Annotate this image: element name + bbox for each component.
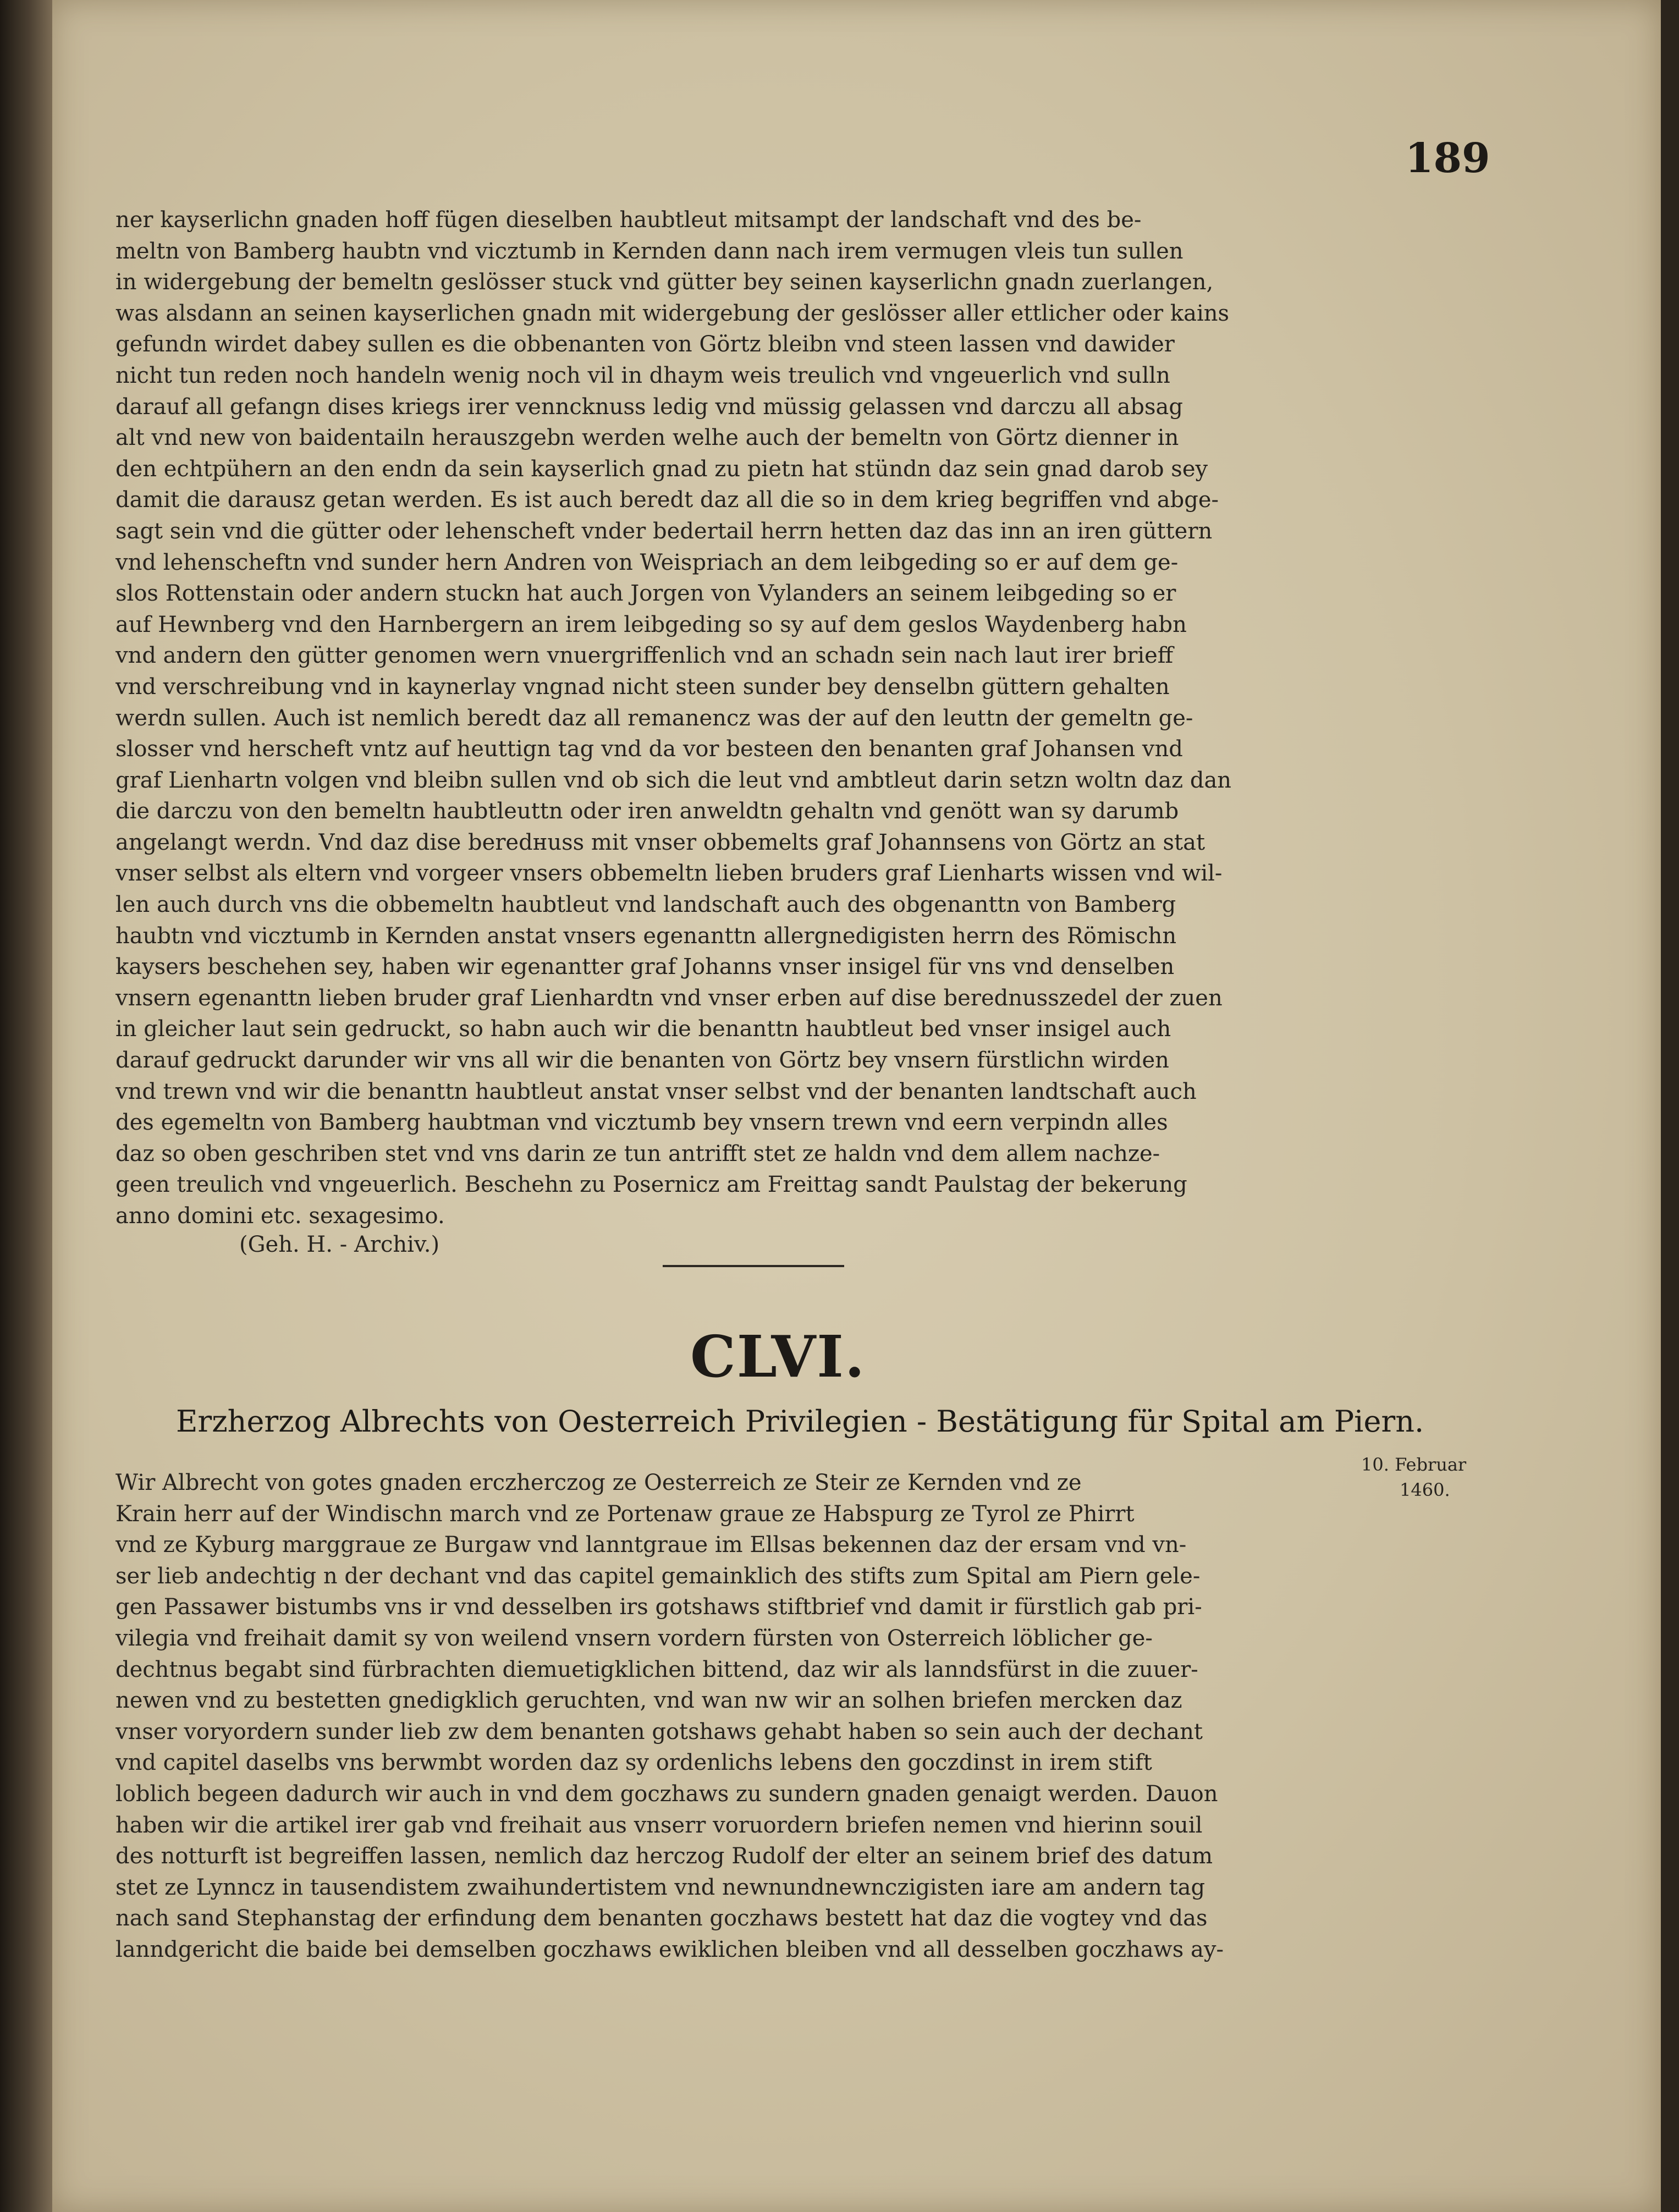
text-line: auf Hewnberg vnd den Harnbergern an irem leibgeding so sy auf dem geslos Waydenberg habn xyxy=(115,612,1187,637)
text-line: nicht tun reden noch handeln wenig noch vil in dhaym weis treulich vnd vngeuerlich vnd sulln xyxy=(115,362,1170,388)
text-line: vnd andern den gütter genomen wern vnuergriffenlich vnd an schadn sein nach laut irer brieff xyxy=(115,643,1174,669)
text-line: graf Lienhartn volgen vnd bleibn sullen vnd ob sich die leut vnd ambtleut darin setzn woltn daz dan xyxy=(115,767,1232,793)
body-line: vnser vorуordern sunder lieb zw dem benanten gotshaws gehabt haben so sein auch der dechant xyxy=(115,1719,1203,1745)
text-line: vnsern egenanttn lieben bruder graf Lienhardtn vnd vnser erben auf dise berednusszedel der zuen xyxy=(115,985,1223,1011)
text-line: die darczu von den bemeltn haubtleuttn oder iren anweldtn gehaltn vnd genött wan sy darumb xyxy=(115,799,1179,824)
text-line: darauf all gefangn dises kriegs irer venncknuss ledig vnd müssig gelassen vnd darczu all absag xyxy=(115,394,1183,420)
continued-document-text xyxy=(115,205,1361,1232)
archive-source-note: (Geh. H. - Archiv.) xyxy=(239,1232,440,1257)
text-line: alt vnd new von baidentailn herauszgebn werden welhe auch der bemeltn von Görtz dienner in xyxy=(115,425,1179,451)
body-line: newen vnd zu bestetten gnedigklich geruchten, vnd wan nw wir an solhen briefen mercken daz xyxy=(115,1688,1182,1714)
body-line: des notturft ist begreiffen lassen, nemlich daz herczog Rudolf der elter an seinem brief des datum xyxy=(115,1844,1213,1869)
document-body-text xyxy=(115,1467,1361,1966)
document-number: CLVI. xyxy=(690,1323,866,1390)
section-divider xyxy=(663,1265,844,1267)
book-page xyxy=(52,0,1661,2212)
text-line: des egemeltn von Bamberg haubtman vnd vicztumb bey vnsern trewn vnd eern verpindn alles xyxy=(115,1110,1168,1136)
text-line: vnd trewn vnd wir die benanttn haubtleut anstat vnser selbst vnd der benanten landtschaft auch xyxy=(115,1079,1197,1104)
text-line: werdn sullen. Auch ist nemlich beredt daz all remanencz was der auf den leuttn der gemeltn ge- xyxy=(115,705,1193,731)
text-line: haubtn vnd vicztumb in Kernden anstat vnsers egenanttn allergnedigisten herrn des Römischn xyxy=(115,923,1177,949)
text-line: slos Rottenstain oder andern stuckn hat auch Jorgen von Vylanders an seinem leibgeding so er xyxy=(115,581,1176,607)
text-line: damit die darausz getan werden. Es ist auch beredt daz all die so in dem krieg begriffen vnd abge- xyxy=(115,487,1219,513)
body-line: ser lieb andechtig n der dechant vnd das capitel gemainklich des stifts zum Spital am Piern gele- xyxy=(115,1563,1201,1589)
text-line: vnd verschreibung vnd in kaynerlay vngnad nicht steen sunder bey denselbn güttern gehalten xyxy=(115,674,1170,700)
text-line: angelangt werdn. Vnd daz dise beredнuss mit vnser obbemelts graf Johannsens von Görtz an stat xyxy=(115,829,1205,855)
book-gutter xyxy=(0,0,52,2212)
text-line: was alsdann an seinen kayserlichen gnadn mit widergebung der geslösser aller ettlicher oder kains xyxy=(115,300,1230,326)
body-line: Wir Albrecht von gotes gnaden erczherczog ze Oesterreich ze Steir ze Kernden vnd ze xyxy=(115,1470,1082,1495)
body-line: Krain herr auf der Windischn march vnd ze Portenaw graue ze Habspurg ze Tyrol ze Phirrt xyxy=(115,1501,1135,1527)
margin-date xyxy=(1361,1452,1493,1503)
margin-date-year: 1460. xyxy=(1400,1479,1450,1500)
text-line: daz so oben geschriben stet vnd vns darin ze tun antrifft stet ze haldn vnd dem allem nachze- xyxy=(115,1141,1160,1166)
document-title: Erzherzog Albrechts von Oesterreich Privilegien - Bestätigung für Spital am Piern. xyxy=(176,1404,1424,1439)
text-line: vnser selbst als eltern vnd vorgeer vnsers obbemeltn lieben bruders graf Lienharts wissen vnd wil- xyxy=(115,861,1223,887)
body-line: loblich begeen dadurch wir auch in vnd dem goczhaws zu sundern gnaden genaigt werden. Dauon xyxy=(115,1781,1218,1807)
body-line: stet ze Lynncz in tausendistem zwaihundertistem vnd newnundnewnczigisten iare am andern tag xyxy=(115,1874,1205,1900)
body-line: vnd capitel daselbs vns berwmbt worden daz sy ordenlichs lebens den goczdinst in irem stift xyxy=(115,1750,1152,1776)
body-line: dechtnus begabt sind fürbrachten diemuetigklichen bittend, daz wir als lanndsfürst in die zuuer- xyxy=(115,1657,1198,1682)
text-line: den echtpühern an den endn da sein kayserlich gnad zu pietn hat stündn daz sein gnad darob sey xyxy=(115,456,1208,482)
text-line: len auch durch vns die obbemeltn haubtleut vnd landschaft auch des obgenanttn von Bamberg xyxy=(115,892,1176,918)
text-line: in widergebung der bemeltn geslösser stuck vnd gütter bey seinen kayserlichn gnadn zuerlangen, xyxy=(115,269,1214,295)
body-line: vilegia vnd freihait damit sy von weilend vnsern vordern fürsten von Osterreich löblicher ge- xyxy=(115,1625,1153,1651)
body-line: haben wir die artikel irer gab vnd freihait aus vnserr voruordern briefen nemen vnd hierinn souil xyxy=(115,1812,1203,1838)
body-line: gen Passawer bistumbs vns ir vnd desselben irs gotshaws stiftbrief vnd damit ir fürstlich gab pri- xyxy=(115,1594,1202,1620)
text-line: slosser vnd herscheft vntz auf heuttign tag vnd da vor besteen den benanten graf Johansen vnd xyxy=(115,736,1183,762)
body-line: vnd ze Kyburg marggraue ze Burgaw vnd lanntgraue im Ellsas bekennen daz der ersam vnd vn- xyxy=(115,1532,1187,1558)
text-line: kaysers beschehen sey, haben wir egenantter graf Johanns vnser insigel für vns vnd denselben xyxy=(115,954,1175,980)
body-line: nach sand Stephanstag der erfindung dem benanten goczhaws bestett hat daz die vogtey vnd das xyxy=(115,1906,1208,1932)
text-line: meltn von Bamberg haubtn vnd vicztumb in Kernden dann nach irem vermugen vleis tun sullen xyxy=(115,238,1183,264)
text-line: anno domini etc. sexagesimo. xyxy=(115,1203,445,1229)
text-line: darauf gedruckt darunder wir vns all wir die benanten von Görtz bey vnsern fürstlichn wirden xyxy=(115,1048,1169,1074)
margin-date-day-month: 10. Februar xyxy=(1361,1454,1467,1475)
page-number: 189 xyxy=(1405,135,1490,182)
text-line: vnd lehenscheftn vnd sunder hern Andren von Weispriach an dem leibgeding so er auf dem ge- xyxy=(115,549,1179,575)
text-line: sagt sein vnd die gütter oder lehenscheft vnder bedertail herrn hetten daz das inn an iren güttern xyxy=(115,518,1213,544)
text-line: geen treulich vnd vngeuerlich. Beschehn zu Posernicz am Freittag sandt Paulstag der bekerung xyxy=(115,1172,1187,1198)
text-line: in gleicher laut sein gedruckt, so habn auch wir die benanttn haubtleut bed vnser insigel auch xyxy=(115,1016,1171,1042)
text-line: ner kayserlichn gnaden hoff fügen dieselben haubtleut mitsampt der landschaft vnd des be- xyxy=(115,207,1142,233)
text-line: gefundn wirdet dabey sullen es die obbenanten von Görtz bleibn vnd steen lassen vnd dawider xyxy=(115,332,1175,357)
body-line: lanndgericht die baide bei demselben goczhaws ewiklichen bleiben vnd all desselben goczhaws ay- xyxy=(115,1936,1224,1962)
